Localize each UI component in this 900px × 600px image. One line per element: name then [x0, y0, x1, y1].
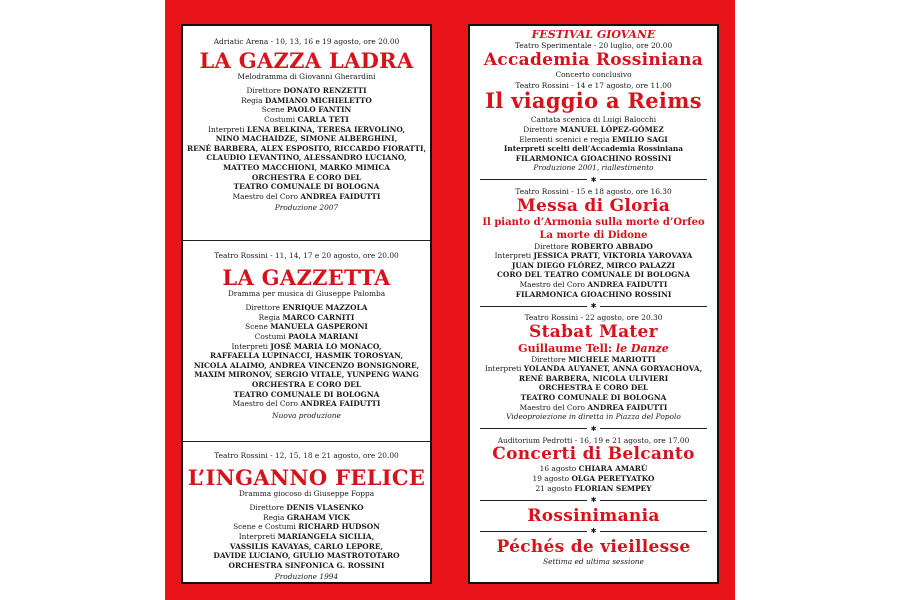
- production-note: Produzione 2001, riallestimento: [533, 163, 654, 173]
- credit-name: JESSICA PRATT, VIKTORIA YAROVAYA: [533, 251, 693, 261]
- credit-line: [470, 242, 717, 252]
- event-subtitle: [470, 342, 717, 355]
- credit-role: Interpreti: [231, 341, 269, 351]
- credit-role: Direttore: [249, 503, 284, 513]
- credit-line: [183, 390, 430, 400]
- star-divider: [480, 527, 707, 535]
- section-la-gazza-ladra: [183, 37, 430, 240]
- opera-description: Dramma per musica di Giuseppe Palomba: [227, 288, 386, 298]
- credit-name: GRAHAM VICK: [286, 512, 350, 522]
- opera-description: Melodramma di Giovanni Gherardini: [237, 71, 376, 81]
- star-icon: ✱: [590, 302, 597, 311]
- credit-line: [470, 403, 717, 413]
- venue-line: Teatro Rossini - 12, 15, 18 e 21 agosto, ore 20.00: [214, 451, 399, 460]
- credit-name: ANDREA FAIDUTTI: [587, 402, 668, 412]
- credit-role: 19 agosto: [532, 474, 570, 484]
- credit-line: [470, 374, 717, 384]
- credit-line: [183, 86, 430, 96]
- venue-line: Teatro Sperimentale - 20 luglio, ore 20.00: [514, 40, 673, 50]
- venue-line: Adriatic Arena - 10, 13, 16 e 19 agosto, ore 20.00: [213, 37, 400, 46]
- credit-line: [470, 154, 717, 164]
- credit-line: [183, 134, 430, 144]
- star-icon: ✱: [590, 527, 597, 536]
- credit-name: PAOLA MARIANI: [288, 331, 359, 341]
- credit-name: DENIS VLASENKO: [286, 503, 364, 513]
- credit-line: [183, 503, 430, 513]
- credit-line: [183, 144, 430, 154]
- credit-line: [470, 474, 717, 484]
- credit-line: [183, 522, 430, 532]
- venue-line: Teatro Rossini - 11, 14, 17 e 20 agosto, ore 20.00: [214, 251, 399, 260]
- opera-title: LA GAZZETTA: [222, 264, 391, 290]
- credit-line: [470, 383, 717, 393]
- credit-role: Scene: [261, 105, 285, 115]
- event-title: Messa di Gloria: [516, 195, 671, 216]
- credit-name: YOLANDA AUYANET, ANNA GORYACHOVA,: [523, 364, 703, 374]
- credit-line: [183, 370, 430, 380]
- section-stabat-mater: [470, 313, 717, 422]
- credit-line: [183, 153, 430, 163]
- section-viaggio-reims: [470, 81, 717, 173]
- credit-line: [183, 399, 430, 409]
- credit-line: [183, 192, 430, 202]
- credit-name: FILARMONICA GIOACHINO ROSSINI: [515, 289, 672, 299]
- star-divider: [480, 425, 707, 433]
- credit-line: [183, 342, 430, 352]
- credit-role: Direttore: [534, 241, 569, 251]
- credit-role: Elementi scenici e regia: [519, 134, 610, 144]
- credit-name: ANDREA FAIDUTTI: [300, 191, 381, 201]
- venue-line: Auditorium Pedrotti - 16, 19 e 21 agosto, ore 17.00: [497, 435, 690, 445]
- credit-name: EMILIO SAGI: [611, 134, 668, 144]
- credit-role: Interpreti: [238, 531, 276, 541]
- credit-line: [470, 280, 717, 290]
- star-divider: [480, 176, 707, 184]
- credit-role: Direttore: [531, 354, 566, 364]
- credit-line: [183, 96, 430, 106]
- credit-name: MANUELA GASPERONI: [270, 322, 368, 332]
- venue-line: Teatro Rossini - 15 e 18 agosto, ore 16.30: [515, 186, 672, 196]
- credit-line: [470, 261, 717, 271]
- credit-line: [470, 484, 717, 494]
- credit-name: DAMIANO MICHIELETTO: [264, 95, 372, 105]
- credit-name: MARCO CARNITI: [282, 312, 355, 322]
- event-subtitle: La morte di Didone: [539, 229, 648, 241]
- credit-name: Interpreti scelti dell’Accademia Rossiniana: [503, 144, 684, 154]
- credit-line: [183, 115, 430, 125]
- credit-line: [183, 332, 430, 342]
- credit-line: [183, 532, 430, 542]
- event-title: Péchés de vieillesse: [496, 537, 691, 558]
- credit-line: [183, 173, 430, 183]
- credit-name: NINO MACHAIDZE, SIMONE ALBERGHINI,: [215, 134, 398, 144]
- section-messa-di-gloria: [470, 187, 717, 299]
- credit-line: [470, 355, 717, 365]
- credit-line: [183, 542, 430, 552]
- credit-role: Direttore: [523, 124, 558, 134]
- credit-role: 21 agosto: [535, 483, 573, 493]
- credit-name: DONATO RENZETTI: [283, 86, 367, 96]
- subtitle-italic-part: le Danze: [615, 341, 669, 355]
- credit-name: MANUEL LÓPEZ-GÓMEZ: [560, 124, 664, 134]
- event-description: Concerto conclusivo: [555, 70, 632, 80]
- credit-name: ORCHESTRA E CORO DEL: [538, 383, 649, 393]
- star-icon: ✱: [590, 496, 597, 505]
- credit-line: [470, 144, 717, 154]
- event-subtitle: Il pianto d’Armonia sulla morte d’Orfeo: [482, 216, 705, 228]
- credit-name: CARLA TETI: [297, 114, 349, 124]
- section-accademia: [470, 30, 717, 80]
- event-title: Il viaggio a Reims: [485, 88, 702, 114]
- credit-name: TEATRO COMUNALE DI BOLOGNA: [233, 389, 380, 399]
- credit-name: FLORIAN SEMPEY: [574, 483, 652, 493]
- credit-name: TEATRO COMUNALE DI BOLOGNA: [520, 393, 667, 403]
- credit-line: [183, 322, 430, 332]
- venue-line: Teatro Rossini - 14 e 17 agosto, ore 11.00: [515, 80, 672, 90]
- credit-line: [183, 351, 430, 361]
- opera-title: L’INGANNO FELICE: [187, 464, 426, 490]
- star-divider: [480, 302, 707, 310]
- credit-name: CLAUDIO LEVANTINO, ALESSANDRO LUCIANO,: [206, 153, 407, 163]
- section-la-gazzetta: [183, 251, 430, 441]
- production-note: Produzione 2007: [274, 203, 339, 213]
- credit-name: VASSILIS KAVAYAS, CARLO LEPORE,: [229, 541, 384, 551]
- credits-list: [470, 464, 717, 493]
- credit-name: ORCHESTRA E CORO DEL: [251, 172, 362, 182]
- section-divider: [183, 441, 430, 442]
- credit-role: Interpreti: [494, 251, 532, 261]
- credit-name: JUAN DIEGO FLÓREZ, MIRCO PALAZZI: [511, 260, 676, 270]
- credit-role: Scene: [245, 322, 268, 332]
- credit-name: MAXIM MIRONOV, SERGIO VITALE, YUNPENG WANG: [194, 370, 419, 380]
- credit-role: Costumi: [254, 331, 286, 341]
- credit-name: CORO DEL TEATRO COMUNALE DI BOLOGNA: [497, 270, 690, 280]
- production-note: Produzione 1994: [274, 572, 339, 582]
- credit-name: RENÉ BARBERA, ALEX ESPOSITO, RICCARDO FIORATTI,: [186, 143, 427, 153]
- credit-role: Direttore: [245, 303, 280, 313]
- credit-role: Regia: [241, 95, 263, 105]
- credit-line: [183, 105, 430, 115]
- credit-name: MARIANGELA SICILIA,: [277, 531, 375, 541]
- credit-role: Direttore: [246, 86, 281, 96]
- credit-role: Maestro del Coro: [232, 191, 298, 201]
- production-note: Nuova produzione: [272, 410, 341, 420]
- credit-name: ANDREA FAIDUTTI: [300, 399, 381, 409]
- event-title: Accademia Rossiniana: [483, 50, 704, 71]
- credits-list: [183, 86, 430, 201]
- opera-description: Dramma giocoso di Giuseppe Foppa: [238, 488, 375, 498]
- credit-line: [183, 551, 430, 561]
- credit-line: [470, 251, 717, 261]
- credit-name: TEATRO COMUNALE DI BOLOGNA: [233, 182, 380, 192]
- credit-line: [470, 393, 717, 403]
- credit-name: LENA BELKINA, TERESA IERVOLINO,: [246, 124, 405, 134]
- credits-list: [183, 303, 430, 409]
- credit-role: Costumi: [264, 114, 296, 124]
- credit-line: [183, 125, 430, 135]
- credit-role: Maestro del Coro: [519, 402, 585, 412]
- credit-name: ORCHESTRA SINFONICA G. ROSSINI: [228, 560, 385, 570]
- credit-name: CHIARA AMARÙ: [578, 464, 648, 474]
- star-icon: ✱: [590, 175, 597, 184]
- credit-role: Interpreti: [208, 124, 245, 134]
- credit-name: JOSÉ MARIA LO MONACO,: [270, 341, 382, 351]
- credits-list: [470, 355, 717, 413]
- credit-name: ORCHESTRA E CORO DEL: [251, 379, 362, 389]
- credit-line: [470, 464, 717, 474]
- credit-role: Maestro del Coro: [232, 399, 298, 409]
- section-concerti-belcanto: [470, 436, 717, 493]
- credit-line: [470, 135, 717, 145]
- festival-heading: FESTIVAL GIOVANE: [531, 28, 656, 41]
- credit-line: [183, 561, 430, 571]
- credits-list: [470, 125, 717, 163]
- credit-name: MICHELE MARIOTTI: [568, 354, 656, 364]
- credit-role: Regia: [263, 512, 285, 522]
- event-description: Cantata scenica di Luigi Balocchi: [530, 115, 657, 125]
- credit-name: RENÉ BARBERA, NICOLA ULIVIERI: [518, 373, 669, 383]
- credit-name: ANDREA FAIDUTTI: [587, 279, 668, 289]
- credit-role: Maestro del Coro: [519, 279, 585, 289]
- credit-line: [183, 303, 430, 313]
- right-program-panel: [468, 24, 719, 584]
- credit-role: Scene e Costumi: [233, 522, 296, 532]
- credit-line: [470, 270, 717, 280]
- section-rossinimania: [470, 507, 717, 526]
- production-note: Videoproiezione in diretta in Piazza del Popolo: [506, 412, 681, 422]
- credit-line: [470, 290, 717, 300]
- credit-name: ENRIQUE MAZZOLA: [282, 303, 368, 313]
- venue-line: Teatro Rossini - 22 agosto, ore 20.30: [524, 313, 663, 323]
- section-linganno-felice: [183, 451, 430, 582]
- section-divider: [183, 240, 430, 241]
- event-note: Settima ed ultima sessione: [543, 557, 644, 567]
- credits-list: [183, 503, 430, 570]
- star-icon: ✱: [590, 424, 597, 433]
- credit-name: PAOLO FANTIN: [286, 105, 352, 115]
- left-program-panel: [181, 24, 432, 584]
- star-divider: [480, 496, 707, 504]
- credit-role: 16 agosto: [539, 464, 577, 474]
- credit-name: RAFFAELLA LUPINACCI, HASMIK TOROSYAN,: [209, 351, 404, 361]
- credit-line: [183, 380, 430, 390]
- credit-name: FILARMONICA GIOACHINO ROSSINI: [515, 153, 672, 163]
- event-title: Concerti di Belcanto: [492, 444, 695, 465]
- credit-role: Interpreti: [484, 364, 522, 374]
- credit-name: OLGA PERETYATKO: [571, 474, 655, 484]
- credit-name: MATTEO MACCHIONI, MARKO MIMICA: [223, 162, 390, 172]
- credit-line: [183, 513, 430, 523]
- credit-name: ROBERTO ABBADO: [571, 241, 653, 251]
- credit-line: [183, 182, 430, 192]
- event-title: Rossinimania: [527, 506, 660, 527]
- credits-list: [470, 242, 717, 300]
- credit-line: [470, 364, 717, 374]
- credit-name: NICOLA ALAIMO, ANDREA VINCENZO BONSIGNORE,: [193, 360, 420, 370]
- event-title: Stabat Mater: [529, 321, 658, 342]
- credit-name: DAVIDE LUCIANO, GIULIO MASTROTOTARO: [213, 551, 400, 561]
- credit-name: RICHARD HUDSON: [298, 522, 380, 532]
- credit-line: [183, 313, 430, 323]
- subtitle-part: Guillaume Tell:: [518, 341, 613, 355]
- opera-title: LA GAZZA LADRA: [199, 47, 414, 73]
- credit-line: [470, 125, 717, 135]
- credit-role: Regia: [258, 312, 281, 322]
- credit-line: [183, 361, 430, 371]
- section-peches-de-vieillesse: [470, 538, 717, 567]
- credit-line: [183, 163, 430, 173]
